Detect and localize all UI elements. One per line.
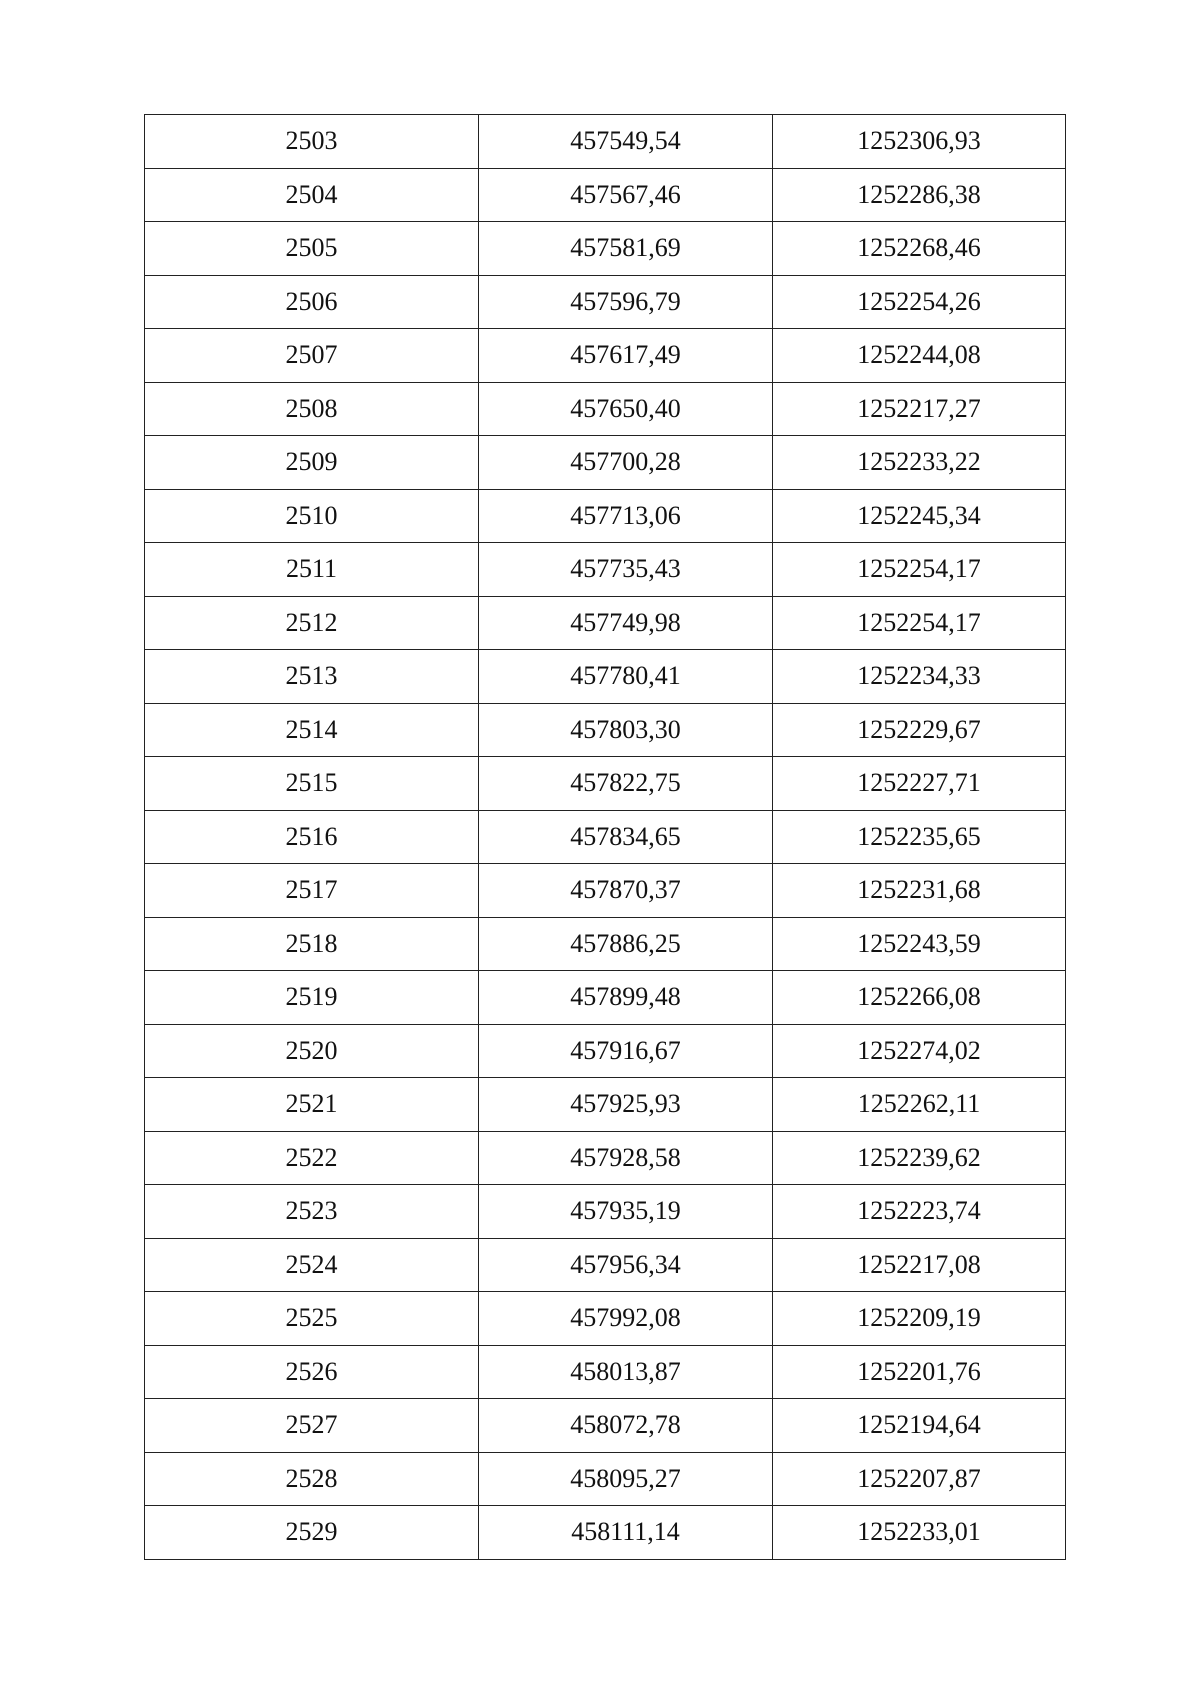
- point-number-cell: 2521: [145, 1078, 479, 1132]
- y-coordinate-cell: 1252245,34: [773, 489, 1066, 543]
- table-row: [145, 703, 1066, 757]
- y-coordinate-cell: 1252201,76: [773, 1345, 1066, 1399]
- y-coordinate-cell: 1252274,02: [773, 1024, 1066, 1078]
- y-coordinate-cell: 1252244,08: [773, 329, 1066, 383]
- x-coordinate-cell: 457870,37: [479, 864, 773, 918]
- y-coordinate-cell: 1252231,68: [773, 864, 1066, 918]
- y-coordinate-cell: 1252233,22: [773, 436, 1066, 490]
- y-coordinate-cell: 1252254,17: [773, 543, 1066, 597]
- point-number-cell: 2516: [145, 810, 479, 864]
- x-coordinate-cell: 457834,65: [479, 810, 773, 864]
- table-row: [145, 1506, 1066, 1560]
- table-row: [145, 864, 1066, 918]
- x-coordinate-cell: 457935,19: [479, 1185, 773, 1239]
- x-coordinate-cell: 457992,08: [479, 1292, 773, 1346]
- table-row: [145, 436, 1066, 490]
- y-coordinate-cell: 1252262,11: [773, 1078, 1066, 1132]
- x-coordinate-cell: 458013,87: [479, 1345, 773, 1399]
- point-number-cell: 2503: [145, 115, 479, 169]
- point-number-cell: 2518: [145, 917, 479, 971]
- x-coordinate-cell: 458072,78: [479, 1399, 773, 1453]
- y-coordinate-cell: 1252227,71: [773, 757, 1066, 811]
- y-coordinate-cell: 1252207,87: [773, 1452, 1066, 1506]
- point-number-cell: 2514: [145, 703, 479, 757]
- table-row: [145, 1185, 1066, 1239]
- table-row: [145, 1078, 1066, 1132]
- point-number-cell: 2524: [145, 1238, 479, 1292]
- table-row: [145, 543, 1066, 597]
- point-number-cell: 2527: [145, 1399, 479, 1453]
- y-coordinate-cell: 1252233,01: [773, 1506, 1066, 1560]
- x-coordinate-cell: 457780,41: [479, 650, 773, 704]
- x-coordinate-cell: 457596,79: [479, 275, 773, 329]
- point-number-cell: 2508: [145, 382, 479, 436]
- table-row: [145, 382, 1066, 436]
- table-row: [145, 1452, 1066, 1506]
- y-coordinate-cell: 1252266,08: [773, 971, 1066, 1025]
- point-number-cell: 2525: [145, 1292, 479, 1346]
- y-coordinate-cell: 1252217,08: [773, 1238, 1066, 1292]
- point-number-cell: 2529: [145, 1506, 479, 1560]
- point-number-cell: 2517: [145, 864, 479, 918]
- table-row: [145, 1238, 1066, 1292]
- point-number-cell: 2506: [145, 275, 479, 329]
- point-number-cell: 2511: [145, 543, 479, 597]
- x-coordinate-cell: 457713,06: [479, 489, 773, 543]
- table-row: [145, 757, 1066, 811]
- x-coordinate-cell: 457899,48: [479, 971, 773, 1025]
- point-number-cell: 2515: [145, 757, 479, 811]
- x-coordinate-cell: 457735,43: [479, 543, 773, 597]
- point-number-cell: 2507: [145, 329, 479, 383]
- table-row: [145, 1345, 1066, 1399]
- point-number-cell: 2504: [145, 168, 479, 222]
- coordinates-table-body: [145, 115, 1066, 1560]
- x-coordinate-cell: 457928,58: [479, 1131, 773, 1185]
- y-coordinate-cell: 1252254,17: [773, 596, 1066, 650]
- y-coordinate-cell: 1252286,38: [773, 168, 1066, 222]
- table-row: [145, 1131, 1066, 1185]
- y-coordinate-cell: 1252254,26: [773, 275, 1066, 329]
- point-number-cell: 2520: [145, 1024, 479, 1078]
- y-coordinate-cell: 1252239,62: [773, 1131, 1066, 1185]
- table-row: [145, 971, 1066, 1025]
- table-row: [145, 1292, 1066, 1346]
- y-coordinate-cell: 1252243,59: [773, 917, 1066, 971]
- y-coordinate-cell: 1252234,33: [773, 650, 1066, 704]
- point-number-cell: 2526: [145, 1345, 479, 1399]
- point-number-cell: 2523: [145, 1185, 479, 1239]
- table-row: [145, 168, 1066, 222]
- coordinates-table: [144, 114, 1066, 1560]
- table-row: [145, 810, 1066, 864]
- y-coordinate-cell: 1252217,27: [773, 382, 1066, 436]
- y-coordinate-cell: 1252306,93: [773, 115, 1066, 169]
- point-number-cell: 2519: [145, 971, 479, 1025]
- y-coordinate-cell: 1252229,67: [773, 703, 1066, 757]
- point-number-cell: 2509: [145, 436, 479, 490]
- point-number-cell: 2505: [145, 222, 479, 276]
- table-row: [145, 1024, 1066, 1078]
- x-coordinate-cell: 457650,40: [479, 382, 773, 436]
- point-number-cell: 2528: [145, 1452, 479, 1506]
- x-coordinate-cell: 457803,30: [479, 703, 773, 757]
- table-row: [145, 1399, 1066, 1453]
- x-coordinate-cell: 457925,93: [479, 1078, 773, 1132]
- y-coordinate-cell: 1252268,46: [773, 222, 1066, 276]
- point-number-cell: 2512: [145, 596, 479, 650]
- x-coordinate-cell: 457581,69: [479, 222, 773, 276]
- table-row: [145, 275, 1066, 329]
- y-coordinate-cell: 1252223,74: [773, 1185, 1066, 1239]
- table-row: [145, 222, 1066, 276]
- x-coordinate-cell: 458111,14: [479, 1506, 773, 1560]
- x-coordinate-cell: 457956,34: [479, 1238, 773, 1292]
- table-row: [145, 489, 1066, 543]
- x-coordinate-cell: 457886,25: [479, 917, 773, 971]
- y-coordinate-cell: 1252194,64: [773, 1399, 1066, 1453]
- y-coordinate-cell: 1252235,65: [773, 810, 1066, 864]
- x-coordinate-cell: 457916,67: [479, 1024, 773, 1078]
- x-coordinate-cell: 457700,28: [479, 436, 773, 490]
- table-row: [145, 329, 1066, 383]
- x-coordinate-cell: 457549,54: [479, 115, 773, 169]
- table-row: [145, 650, 1066, 704]
- table-row: [145, 917, 1066, 971]
- x-coordinate-cell: 457567,46: [479, 168, 773, 222]
- x-coordinate-cell: 457749,98: [479, 596, 773, 650]
- table-row: [145, 115, 1066, 169]
- table-row: [145, 596, 1066, 650]
- x-coordinate-cell: 457822,75: [479, 757, 773, 811]
- x-coordinate-cell: 457617,49: [479, 329, 773, 383]
- point-number-cell: 2522: [145, 1131, 479, 1185]
- x-coordinate-cell: 458095,27: [479, 1452, 773, 1506]
- y-coordinate-cell: 1252209,19: [773, 1292, 1066, 1346]
- point-number-cell: 2510: [145, 489, 479, 543]
- point-number-cell: 2513: [145, 650, 479, 704]
